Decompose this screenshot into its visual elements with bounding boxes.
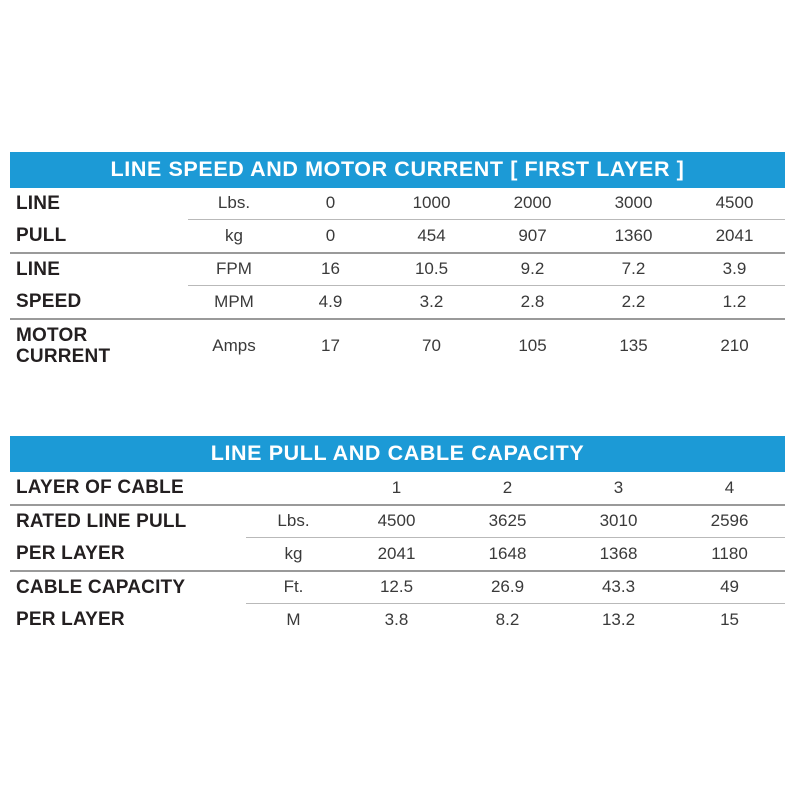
cell-value: 1360 [583,220,684,253]
cell-value: 2041 [341,538,452,571]
column-header-layer: 4 [674,472,785,505]
cell-value: 13.2 [601,609,636,629]
cell-value: 210 [720,336,749,356]
table-title-row [10,152,785,188]
cell-value: 135 [619,336,648,356]
cell-value: 4500 [684,188,785,220]
table-header-row [10,472,785,505]
cell-value: 4500 [341,505,452,538]
cell-value: 7.2 [583,253,684,286]
unit-lbs: Lbs. [246,505,341,538]
column-header-layer: 1 [341,472,452,505]
row-label-layer-of-cable: LAYER OF CABLE [10,472,246,505]
cell-value: 3.2 [381,286,482,319]
cell-value: 3000 [583,188,684,220]
unit-ft: Ft. [246,571,341,604]
unit-m: M [286,609,301,629]
cell-value: 2.8 [482,286,583,319]
cell-value: 15 [720,609,739,629]
cell-value: 12.5 [341,571,452,604]
cell-value: 26.9 [452,571,563,604]
cell-value: 49 [674,571,785,604]
unit-mpm: MPM [188,286,280,319]
unit-amps: Amps [212,336,256,356]
row-label-per-layer-m: PER LAYER [16,608,125,630]
cell-value: 2041 [684,220,785,253]
table-row [10,253,785,286]
cell-value: 0 [280,188,381,220]
cell-value: 1.2 [684,286,785,319]
table-row [10,571,785,604]
table-title-row [10,436,785,472]
cell-value: 1648 [452,538,563,571]
cell-value: 1368 [563,538,674,571]
cell-value: 17 [321,336,340,356]
row-label-line1: MOTOR [16,324,88,346]
line-speed-table [10,152,785,373]
cell-value: 9.2 [482,253,583,286]
cell-value: 2596 [674,505,785,538]
cell-value: 2.2 [583,286,684,319]
cell-value: 105 [518,336,547,356]
unit-empty [246,472,341,505]
cell-value: 3010 [563,505,674,538]
row-label-line-pull-kg: PULL [10,220,188,253]
row-label-motor-current [10,319,188,374]
cell-value: 1180 [674,538,785,571]
line-pull-table-title: LINE PULL AND CABLE CAPACITY [10,436,785,472]
cell-value: 907 [482,220,583,253]
cell-value: 3.8 [384,609,409,629]
table-row [10,538,785,571]
row-label-line2: CURRENT [16,346,111,368]
table-row [10,604,785,636]
table-row [10,319,785,374]
unit-lbs: Lbs. [188,188,280,220]
cell-value: 16 [280,253,381,286]
row-label-line-pull-lbs: LINE [16,192,61,214]
cell-value: 454 [381,220,482,253]
unit-kg: kg [246,538,341,571]
row-label-rated-line-pull: RATED LINE PULL [16,510,187,532]
row-label-line-speed-mpm: SPEED [10,286,188,319]
cell-value: 0 [280,220,381,253]
unit-fpm: FPM [188,253,280,286]
cell-value: 43.3 [563,571,674,604]
line-pull-table [10,436,785,636]
column-header-layer: 3 [563,472,674,505]
cell-value: 3.9 [684,253,785,286]
line-speed-table-title: LINE SPEED AND MOTOR CURRENT [ FIRST LAYER ] [10,152,785,188]
table-row [10,220,785,253]
table-row [10,505,785,538]
row-label-per-layer-kg: PER LAYER [10,538,246,571]
cell-value: 8.2 [495,609,520,629]
table-row [10,188,785,220]
cell-value: 70 [422,336,441,356]
cell-value: 2000 [482,188,583,220]
unit-kg: kg [188,220,280,253]
row-label-cable-capacity: CABLE CAPACITY [16,576,186,598]
column-header-layer: 2 [452,472,563,505]
cell-value: 4.9 [280,286,381,319]
cell-value: 1000 [381,188,482,220]
cell-value: 10.5 [381,253,482,286]
cell-value: 3625 [452,505,563,538]
table-row [10,286,785,319]
row-label-line-speed-fpm: LINE [16,258,61,280]
